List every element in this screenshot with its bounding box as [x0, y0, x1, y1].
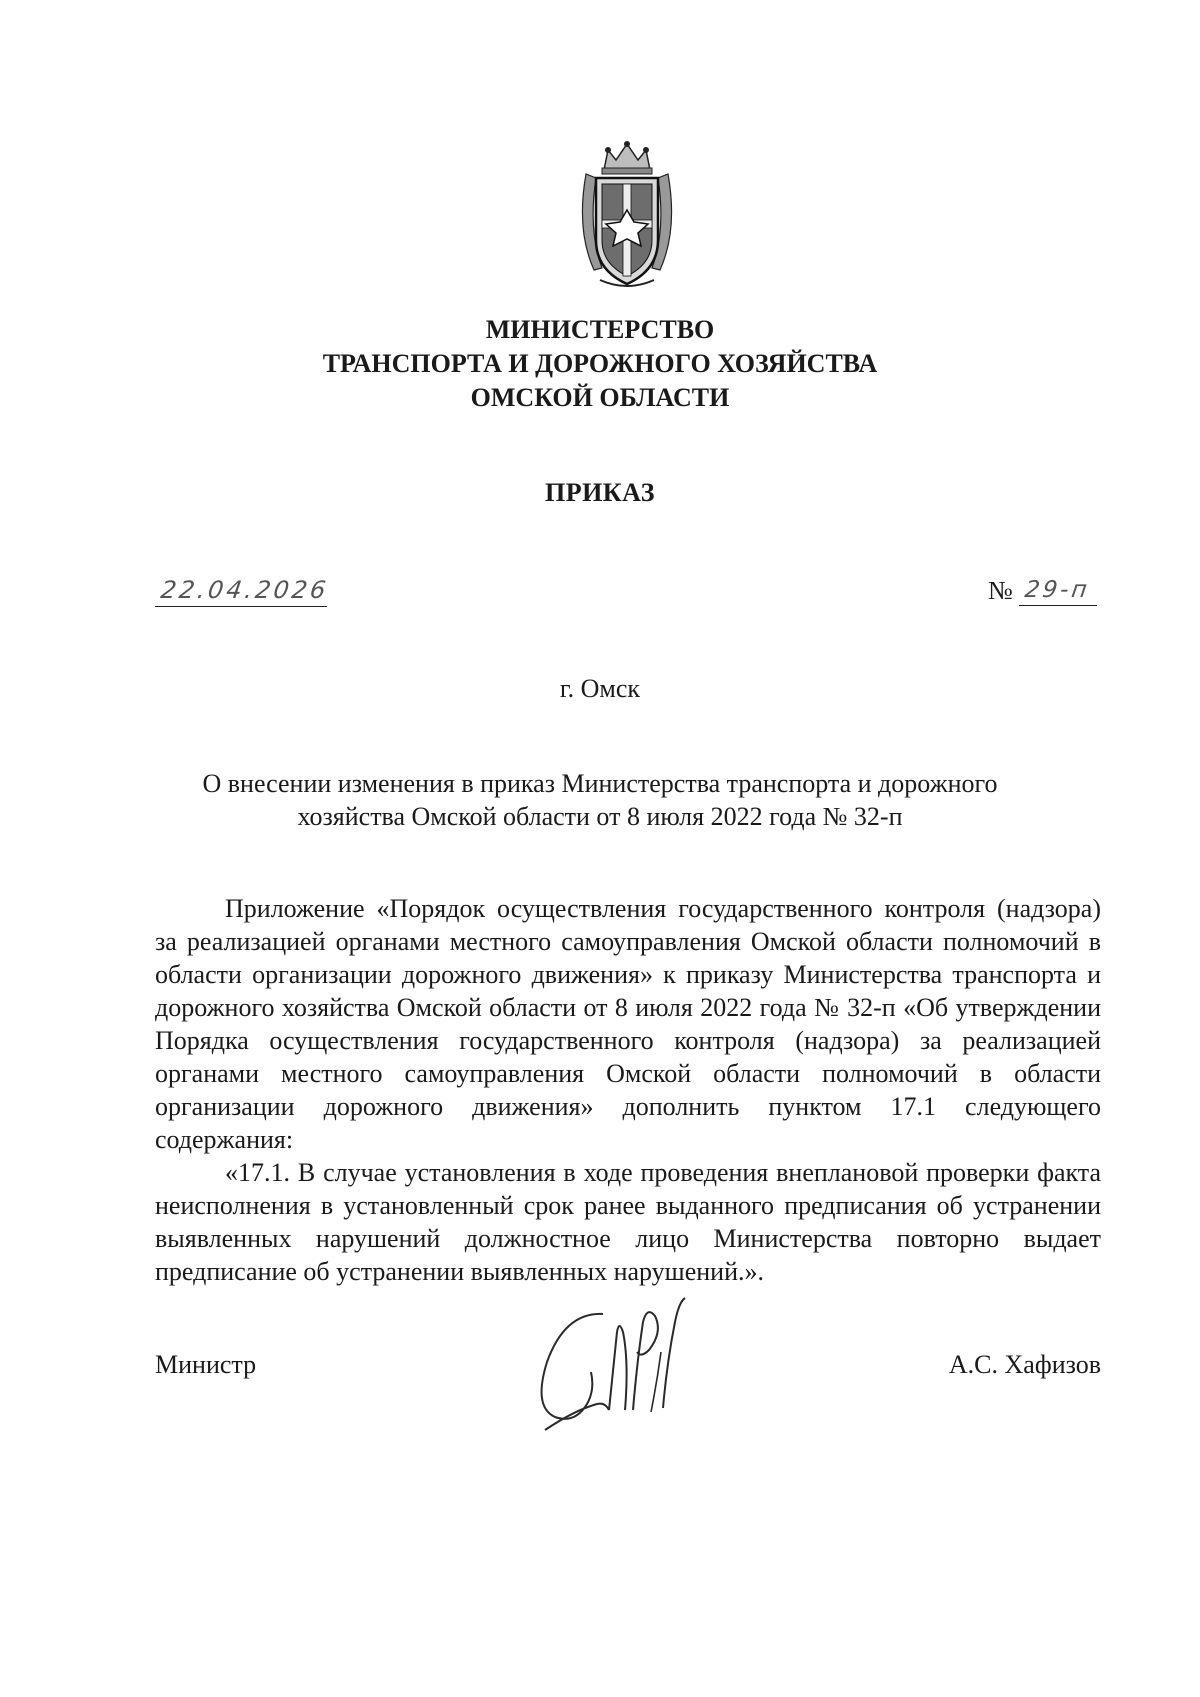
signer-position: Министр — [155, 1350, 257, 1379]
city: г. Омск — [559, 674, 641, 703]
body-paragraph: Приложение «Порядок осуществления государственного контроля (надзора) за реализацией органами местного самоуправления Омской области полномочий в области организации дорожного движения» к приказу Министерства транспорта и дорожного хозяйства Омской области от 8 июля 2022 года № 32-п «Об утверждении Порядка осуществления государственного контроля (надзора) за реализацией органами местного самоуправления Омской области полномочий в области организации дорожного движения» дополнить пунктом 17.1 следующего содержания: — [155, 894, 1101, 1154]
subject-line: хозяйства Омской области от 8 июля 2022 года № 32-п — [297, 802, 903, 831]
ministry-line: ОМСКОЙ ОБЛАСТИ — [470, 383, 730, 412]
handwritten-date: 22.04.2026 — [159, 576, 331, 604]
number-field — [988, 573, 1097, 607]
date-field — [155, 570, 331, 607]
number-sign: № — [988, 576, 1013, 605]
ministry-name — [0, 313, 1200, 415]
handwritten-signature — [525, 1292, 715, 1442]
handwritten-number: 29-п — [1022, 577, 1092, 603]
body-paragraph: «17.1. В случае установления в ходе проведения внеплановой проверки факта неисполнения в установленный срок ранее выданного предписания об устранении выявленных нарушений должностное лицо Министерства повторно выдает предписание об устранении выявленных нарушений.». — [155, 1158, 1101, 1286]
document-subject — [0, 767, 1200, 833]
document-type: ПРИКАЗ — [544, 478, 656, 507]
coat-of-arms-icon — [572, 140, 682, 290]
ministry-line: МИНИСТЕРСТВО — [485, 315, 715, 344]
number-line — [1019, 573, 1097, 606]
document-body — [155, 892, 1101, 1288]
subject-line: О внесении изменения в приказ Министерства транспорта и дорожного — [202, 769, 998, 798]
ministry-line: ТРАНСПОРТА И ДОРОЖНОГО ХОЗЯЙСТВА — [322, 349, 878, 378]
signer-name: А.С. Хафизов — [948, 1350, 1101, 1379]
